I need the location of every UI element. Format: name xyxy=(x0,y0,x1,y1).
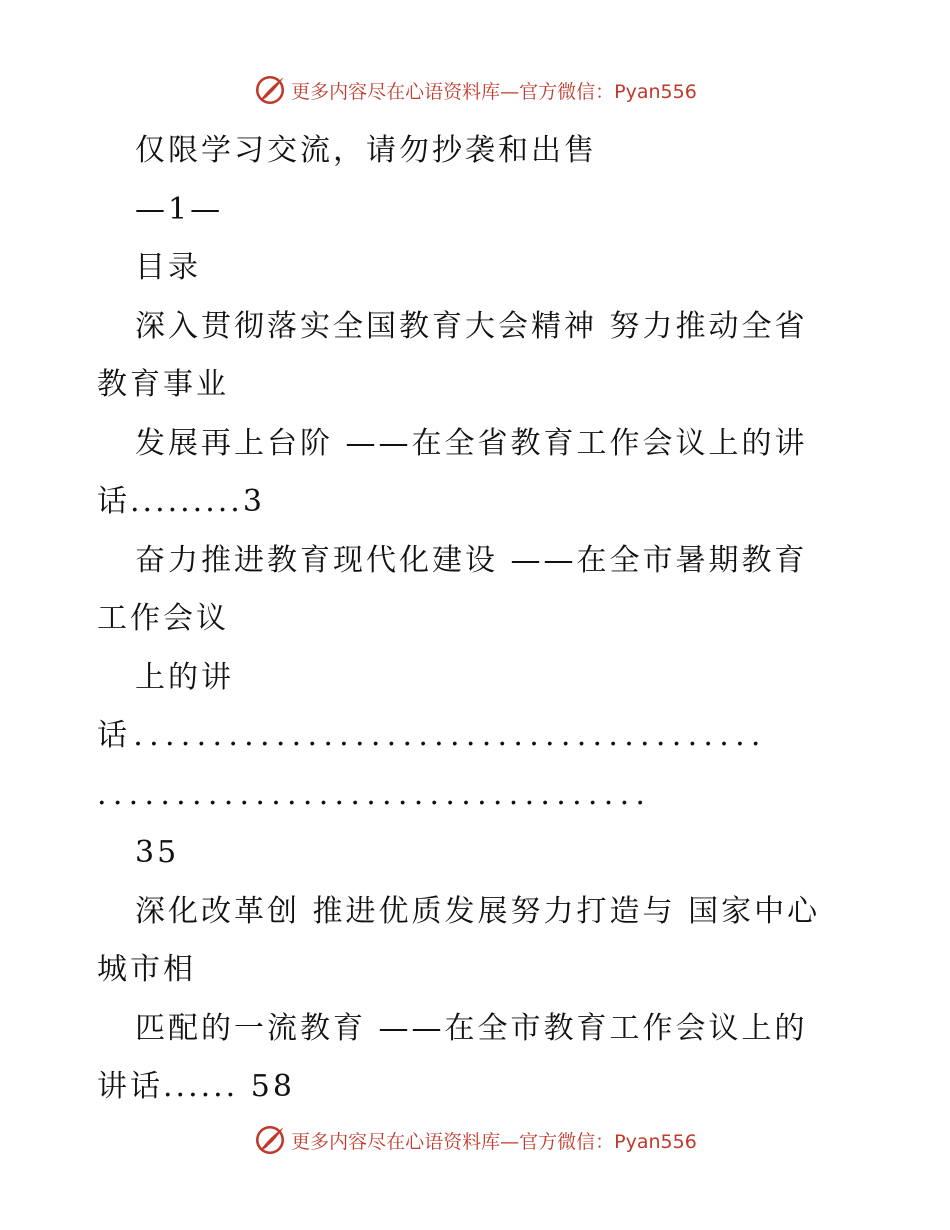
quill-logo-icon xyxy=(253,1123,287,1157)
toc-entry-2-page: 35 xyxy=(135,835,180,870)
toc-content xyxy=(97,122,857,1117)
toc-entry-3-line-1: 深化改革创 推进优质发展努力打造与 国家中心 xyxy=(135,893,821,929)
toc-entry-1-line-2: 教育事业 xyxy=(97,367,229,402)
toc-entry-3-line-2: 城市相 xyxy=(97,952,196,987)
toc-entry-2-line-1: 奋力推进教育现代化建设 ——在全市暑期教育 xyxy=(135,542,808,578)
watermark-banner-bottom xyxy=(0,1120,950,1160)
toc-entry-2-line-3: 上的讲 xyxy=(135,659,234,695)
toc-entry-3-line-3: 匹配的一流教育 ——在全市教育工作会议上的 xyxy=(135,1010,808,1046)
toc-heading: 目录 xyxy=(135,250,201,285)
toc-entry-1-line-1: 深入贯彻落实全国教育大会精神 努力推动全省 xyxy=(135,308,808,344)
page-number: —1— xyxy=(135,191,224,227)
toc-entry-3-page: 讲话...... 58 xyxy=(97,1069,295,1104)
copyright-notice: 仅限学习交流，请勿抄袭和出售 xyxy=(135,133,597,168)
toc-entry-1-line-3: 发展再上台阶 ——在全省教育工作会议上的讲 xyxy=(135,425,808,461)
watermark-text: 更多内容尽在心语资料库—官方微信：Pyan556 xyxy=(291,80,697,103)
watermark-text: 更多内容尽在心语资料库—官方微信：Pyan556 xyxy=(291,1130,697,1153)
quill-logo-icon xyxy=(253,73,287,107)
toc-entry-2-leader-1: 话........................................ xyxy=(97,718,767,753)
watermark-banner-top xyxy=(0,70,950,110)
toc-entry-1-page: 话.........3 xyxy=(97,484,265,519)
toc-entry-2-line-2: 工作会议 xyxy=(97,601,229,636)
toc-entry-2-leader-2: ................................... xyxy=(97,776,652,812)
